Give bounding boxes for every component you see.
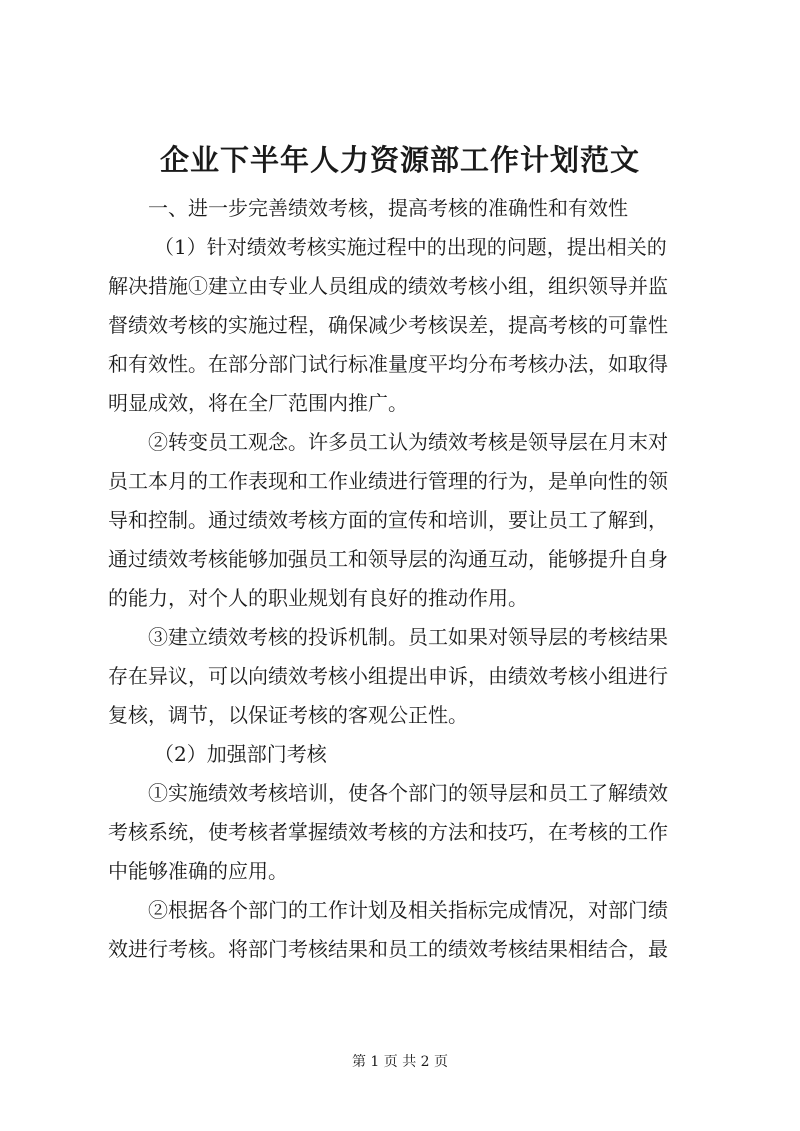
paragraph-line: 明显成效，将在全厂范围内推广。 xyxy=(108,391,408,415)
document-title: 企业下半年人力资源部工作计划范文 xyxy=(159,143,640,177)
paragraph-line: 督绩效考核的实施过程，确保减少考核误差，提高考核的可靠性 xyxy=(108,313,668,337)
subsection-heading: （2）加强部门考核 xyxy=(154,742,327,766)
paragraph-line: （1）针对绩效考核实施过程中的出现的问题，提出相关的 xyxy=(154,235,667,259)
paragraph-line: 通过绩效考核能够加强员工和领导层的沟通互动，能够提升自身 xyxy=(108,547,668,571)
page-number-footer: 第 1 页 共 2 页 xyxy=(351,1054,449,1070)
paragraph-line: 导和控制。通过绩效考核方面的宣传和培训，要让员工了解到， xyxy=(108,508,668,532)
paragraph-line: 员工本月的工作表现和工作业绩进行管理的行为，是单向性的领 xyxy=(108,469,668,493)
paragraph-line: 复核，调节，以保证考核的客观公正性。 xyxy=(108,703,468,727)
paragraph-line: 考核系统，使考核者掌握绩效考核的方法和技巧，在考核的工作 xyxy=(108,820,668,844)
paragraph-line: 效进行考核。将部门考核结果和员工的绩效考核结果相结合，最 xyxy=(108,937,668,961)
paragraph-line: 中能够准确的应用。 xyxy=(108,859,288,883)
section-heading: 一、进一步完善绩效考核，提高考核的准确性和有效性 xyxy=(148,196,628,220)
paragraph-line: 的能力，对个人的职业规划有良好的推动作用。 xyxy=(108,586,528,610)
paragraph-line: 和有效性。在部分部门试行标准量度平均分布考核办法，如取得 xyxy=(108,352,668,376)
document-body xyxy=(108,189,704,969)
paragraph-line: 解决措施①建立由专业人员组成的绩效考核小组，组织领导并监 xyxy=(108,274,668,298)
paragraph-line: ①实施绩效考核培训，使各个部门的领导层和员工了解绩效 xyxy=(148,781,668,805)
paragraph-line: ②根据各个部门的工作计划及相关指标完成情况，对部门绩 xyxy=(148,898,668,922)
paragraph-line: 存在异议，可以向绩效考核小组提出申诉，由绩效考核小组进行 xyxy=(108,664,668,688)
paragraph-line: ③建立绩效考核的投诉机制。员工如果对领导层的考核结果 xyxy=(148,625,668,649)
paragraph-line: ②转变员工观念。许多员工认为绩效考核是领导层在月末对 xyxy=(148,430,668,454)
